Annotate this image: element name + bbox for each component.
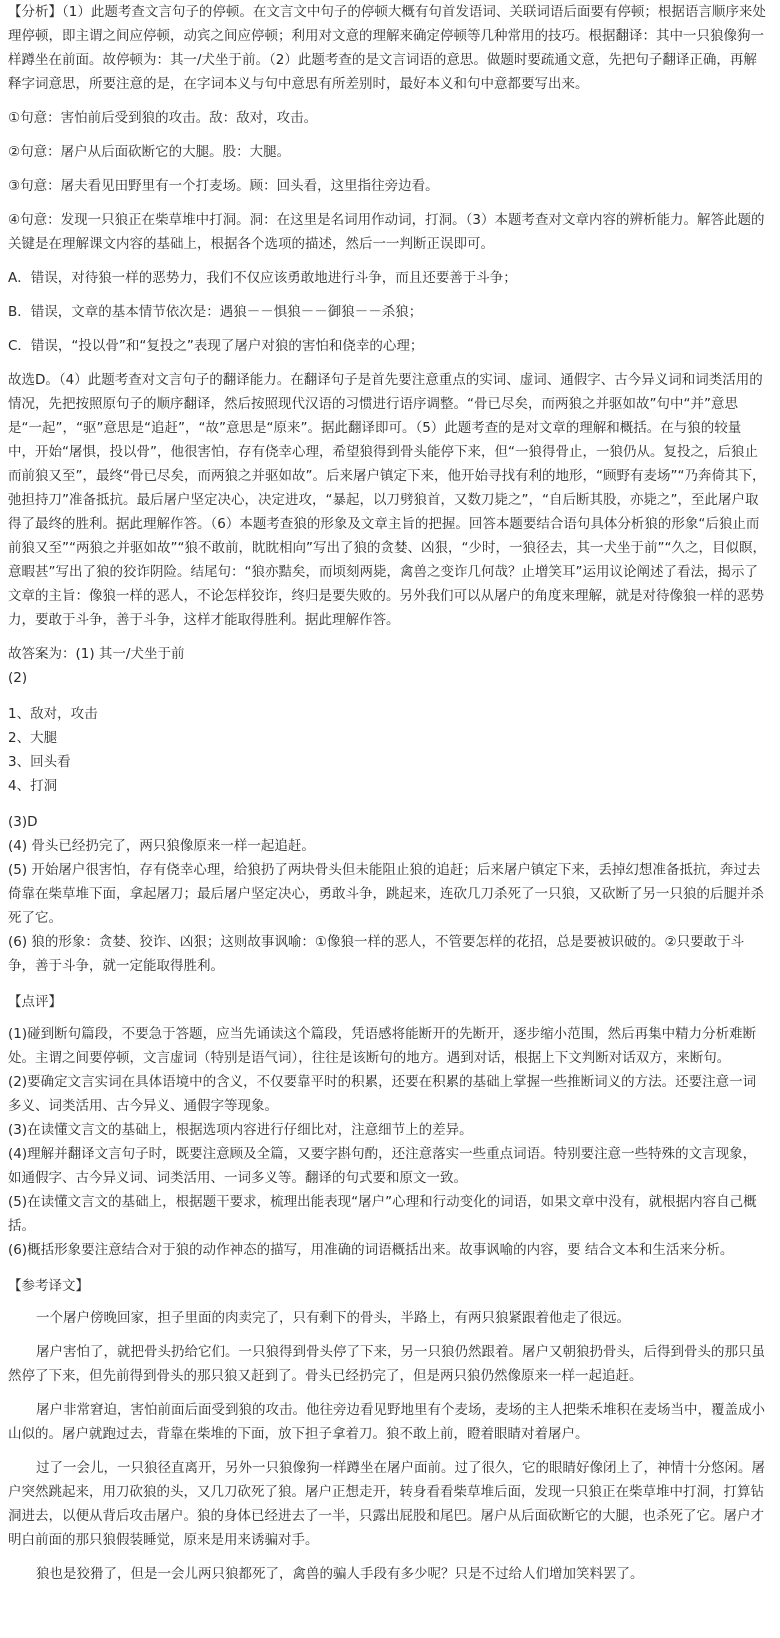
analysis-rest: 故选D。（4）此题考查对文言句子的翻译能力。在翻译句子是首先要注意重点的实词、虚词、通假字、古今异义词和词类活用的情况，先把按照原句子的顺序翻译，然后按照现代汉语的习惯进行语序调整。“骨已尽矣，而两狼之并驱如故”句中“并”意思是“一起”，“驱”意思是“追赶”，“故”意思是“原来”。据此翻译即可。（5）此题考查的是对文章的理解和概括。在与狼的较量中，开始“屠惧，投以骨”，他很害怕，存有侥幸心理，希望狼得到骨头能停下来，但“一狼得骨止，一狼仍从。复投之，后狼止而前狼又至”，最终“骨已尽矣，而两狼之并驱如故”。后来屠户镇定下来，他开始寻找有利的地形，“顾野有麦场”“乃奔倚其下，弛担持刀”准备抵抗。最后屠户坚定决心，决定进攻，“暴起，以刀劈狼首，又数刀毙之”，“自后断其股，亦毙之”，至此屠户取得了最终的胜利。据此理解作答。（6）本题考查狼的形象及文章主旨的把握。回答本题要结合语句具体分析狼的形象“后狼止而前狼又至”“两狼之并驱如故”“狼不敢前，眈眈相向”写出了狼的贪婪、凶狠，“少时，一狼径去，其一犬坐于前”“久之，目似瞑，意暇甚”写出了狼的狡诈阴险。结尾句：“狼亦黠矣，而顷刻两毙，禽兽之变诈几何哉？止增笑耳”运用议论阐述了看法，揭示了文章的主旨：像狼一样的恶人，不论怎样狡诈，终归是要失败的。另外我们可以从屠户的角度来理解，就是对待像狼一样的恶势力，要敢于斗争，善于斗争，这样才能取得胜利。据此理解作答。 xyxy=(8,372,766,628)
comment-line-1: (1)碰到断句篇段，不要急于答题，应当先诵读这个篇段，凭语感将能断开的先断开，逐步缩小范围，然后再集中精力分析难断处。主谓之间要停顿，文言虚词（特别是语气词），往往是该断句的地方。遇到对话，根据上下文判断对话双方，来断句。 xyxy=(8,1026,757,1066)
comment-section xyxy=(8,990,768,1262)
comment-line-2: (2)要确定文言实词在具体语境中的含义，不仅要靠平时的积累，还要在积累的基础上掌握一些推断词义的方法。还要注意一词多义、词类活用、古今异义、通假字等现象。 xyxy=(8,1074,757,1114)
answer-line-4: (4) 骨头已经扔完了，两只狼像原来一样一起追赶。 xyxy=(8,838,315,854)
answer-line-2: (2) xyxy=(8,670,28,686)
answer-section xyxy=(8,642,768,978)
translation-paragraph-5: 狼也是狡猾了，但是一会儿两只狼都死了，禽兽的骗人手段有多少呢？只是不过给人们增加笑料罢了。 xyxy=(36,1566,644,1582)
analysis-intro: 【分析】（1）此题考查文言句子的停顿。在文言文中句子的停顿大概有句首发语词、关联词语后面要有停顿；根据语言顺序来处理停顿，即主谓之间应停顿，动宾之间应停顿；利用对文意的理解来确定停顿等几种常用的技巧。根据翻译：其中一只狼像狗一样蹲坐在前面。故停顿为：其一/犬坐于前。（2）此题考查的是文言词语的意思。做题时要疏通文意，先把句子翻译正确，再解释字词意思，所要注意的是，在字词本义与句中意思有所差别时，最好本义和句中意都要写出来。 xyxy=(8,4,766,92)
translation-paragraph-2: 屠户害怕了，就把骨头扔给它们。一只狼得到骨头停了下来，另一只狼仍然跟着。屠户又朝狼扔骨头，后得到骨头的那只虽然停了下来，但先前得到骨头的那只狼又赶到了。骨头已经扔完了，但是两只狼仍然像原来一样一起追赶。 xyxy=(8,1344,765,1384)
translation-paragraph-3: 屠户非常窘迫，害怕前面后面受到狼的攻击。他往旁边看见野地里有个麦场，麦场的主人把柴禾堆积在麦场当中，覆盖成小山似的。屠户就跑过去，背靠在柴堆的下面，放下担子拿着刀。狼不敢上前，瞪着眼睛对着屠户。 xyxy=(8,1402,765,1442)
analysis-item-2: ②句意：屠户从后面砍断它的大腿。股：大腿。 xyxy=(8,144,291,160)
comment-header: 【点评】 xyxy=(8,994,62,1010)
answer-item-2: 2、大腿 xyxy=(8,730,58,746)
answer-item-4: 4、打洞 xyxy=(8,778,58,794)
answer-line-5: (5) 开始屠户很害怕，存有侥幸心理，给狼扔了两块骨头但未能阻止狼的追赶；后来屠户镇定下来，丢掉幻想准备抵抗，奔过去倚靠在柴草堆下面，拿起屠刀；最后屠户坚定决心，勇敢斗争，跳起来，连砍几刀杀死了一只狼，又砍断了另一只狼的后腿并杀死了它。 xyxy=(8,862,764,926)
option-b: B．错误，文章的基本情节依次是：遇狼－－惧狼－－御狼－－杀狼； xyxy=(8,304,423,320)
analysis-section xyxy=(8,0,768,632)
answer-line-6: (6) 狼的形象：贪婪、狡诈、凶狠；这则故事讽喻：①像狼一样的恶人，不管要怎样的花招，总是要被识破的。②只要敢于斗争，善于斗争，就一定能取得胜利。 xyxy=(8,934,745,974)
answer-line-3: (3)D xyxy=(8,814,38,830)
analysis-item-1: ①句意：害怕前后受到狼的攻击。敌：敌对，攻击。 xyxy=(8,110,318,126)
comment-line-4: (4)理解并翻译文言句子时，既要注意顾及全篇，又要字斟句酌，还注意落实一些重点词语。特别要注意一些特殊的文言现象，如通假字、古今异义词、词类活用、一词多义等。翻译的句式要和原文一致。 xyxy=(8,1146,757,1186)
analysis-item-3: ③句意：屠夫看见田野里有一个打麦场。顾：回头看，这里指往旁边看。 xyxy=(8,178,439,194)
translation-paragraph-4: 过了一会儿，一只狼径直离开，另外一只狼像狗一样蹲坐在屠户面前。过了很久，它的眼睛好像闭上了，神情十分悠闲。屠户突然跳起来，用刀砍狼的头，又几刀砍死了狼。屠户正想走开，转身看看柴草堆后面，发现一只狼正在柴草堆中打洞，打算钻洞进去，以便从背后攻击屠户。狼的身体已经进去了一半，只露出屁股和尾巴。屠户从后面砍断它的大腿，也杀死了它。屠户才明白前面的那只狼假装睡觉，原来是用来诱骗对手。 xyxy=(8,1460,765,1548)
translation-paragraph-1: 一个屠户傍晚回家，担子里面的肉卖完了，只有剩下的骨头，半路上，有两只狼紧跟着他走了很远。 xyxy=(36,1310,630,1326)
comment-line-6: (6)概括形象要注意结合对于狼的动作神态的描写，用准确的词语概括出来。故事讽喻的内容，要 结合文本和生活来分析。 xyxy=(8,1242,734,1258)
comment-line-3: (3)在读懂文言文的基础上，根据选项内容进行仔细比对，注意细节上的差异。 xyxy=(8,1122,473,1138)
answer-item-1: 1、敌对，攻击 xyxy=(8,706,98,722)
answer-line-1: 故答案为：(1) 其一/犬坐于前 xyxy=(8,646,185,662)
answer-item-3: 3、回头看 xyxy=(8,754,71,770)
translation-section xyxy=(8,1274,768,1586)
option-c: C．错误，“投以骨”和“复投之”表现了屠户对狼的害怕和侥幸的心理； xyxy=(8,338,424,354)
option-a: A．错误，对待狼一样的恶势力，我们不仅应该勇敢地进行斗争，而且还要善于斗争； xyxy=(8,270,517,286)
comment-line-5: (5)在读懂文言文的基础上，根据题干要求，梳理出能表现“屠户”心理和行动变化的词语，如果文章中没有，就根据内容自己概括。 xyxy=(8,1194,757,1234)
translation-header: 【参考译文】 xyxy=(8,1278,89,1294)
analysis-item-4: ④句意：发现一只狼正在柴草堆中打洞。洞：在这里是名词用作动词，打洞。（3）本题考查对文章内容的辨析能力。解答此题的关键是在理解课文内容的基础上，根据各个选项的描述，然后一一判断正误即可。 xyxy=(8,212,765,252)
